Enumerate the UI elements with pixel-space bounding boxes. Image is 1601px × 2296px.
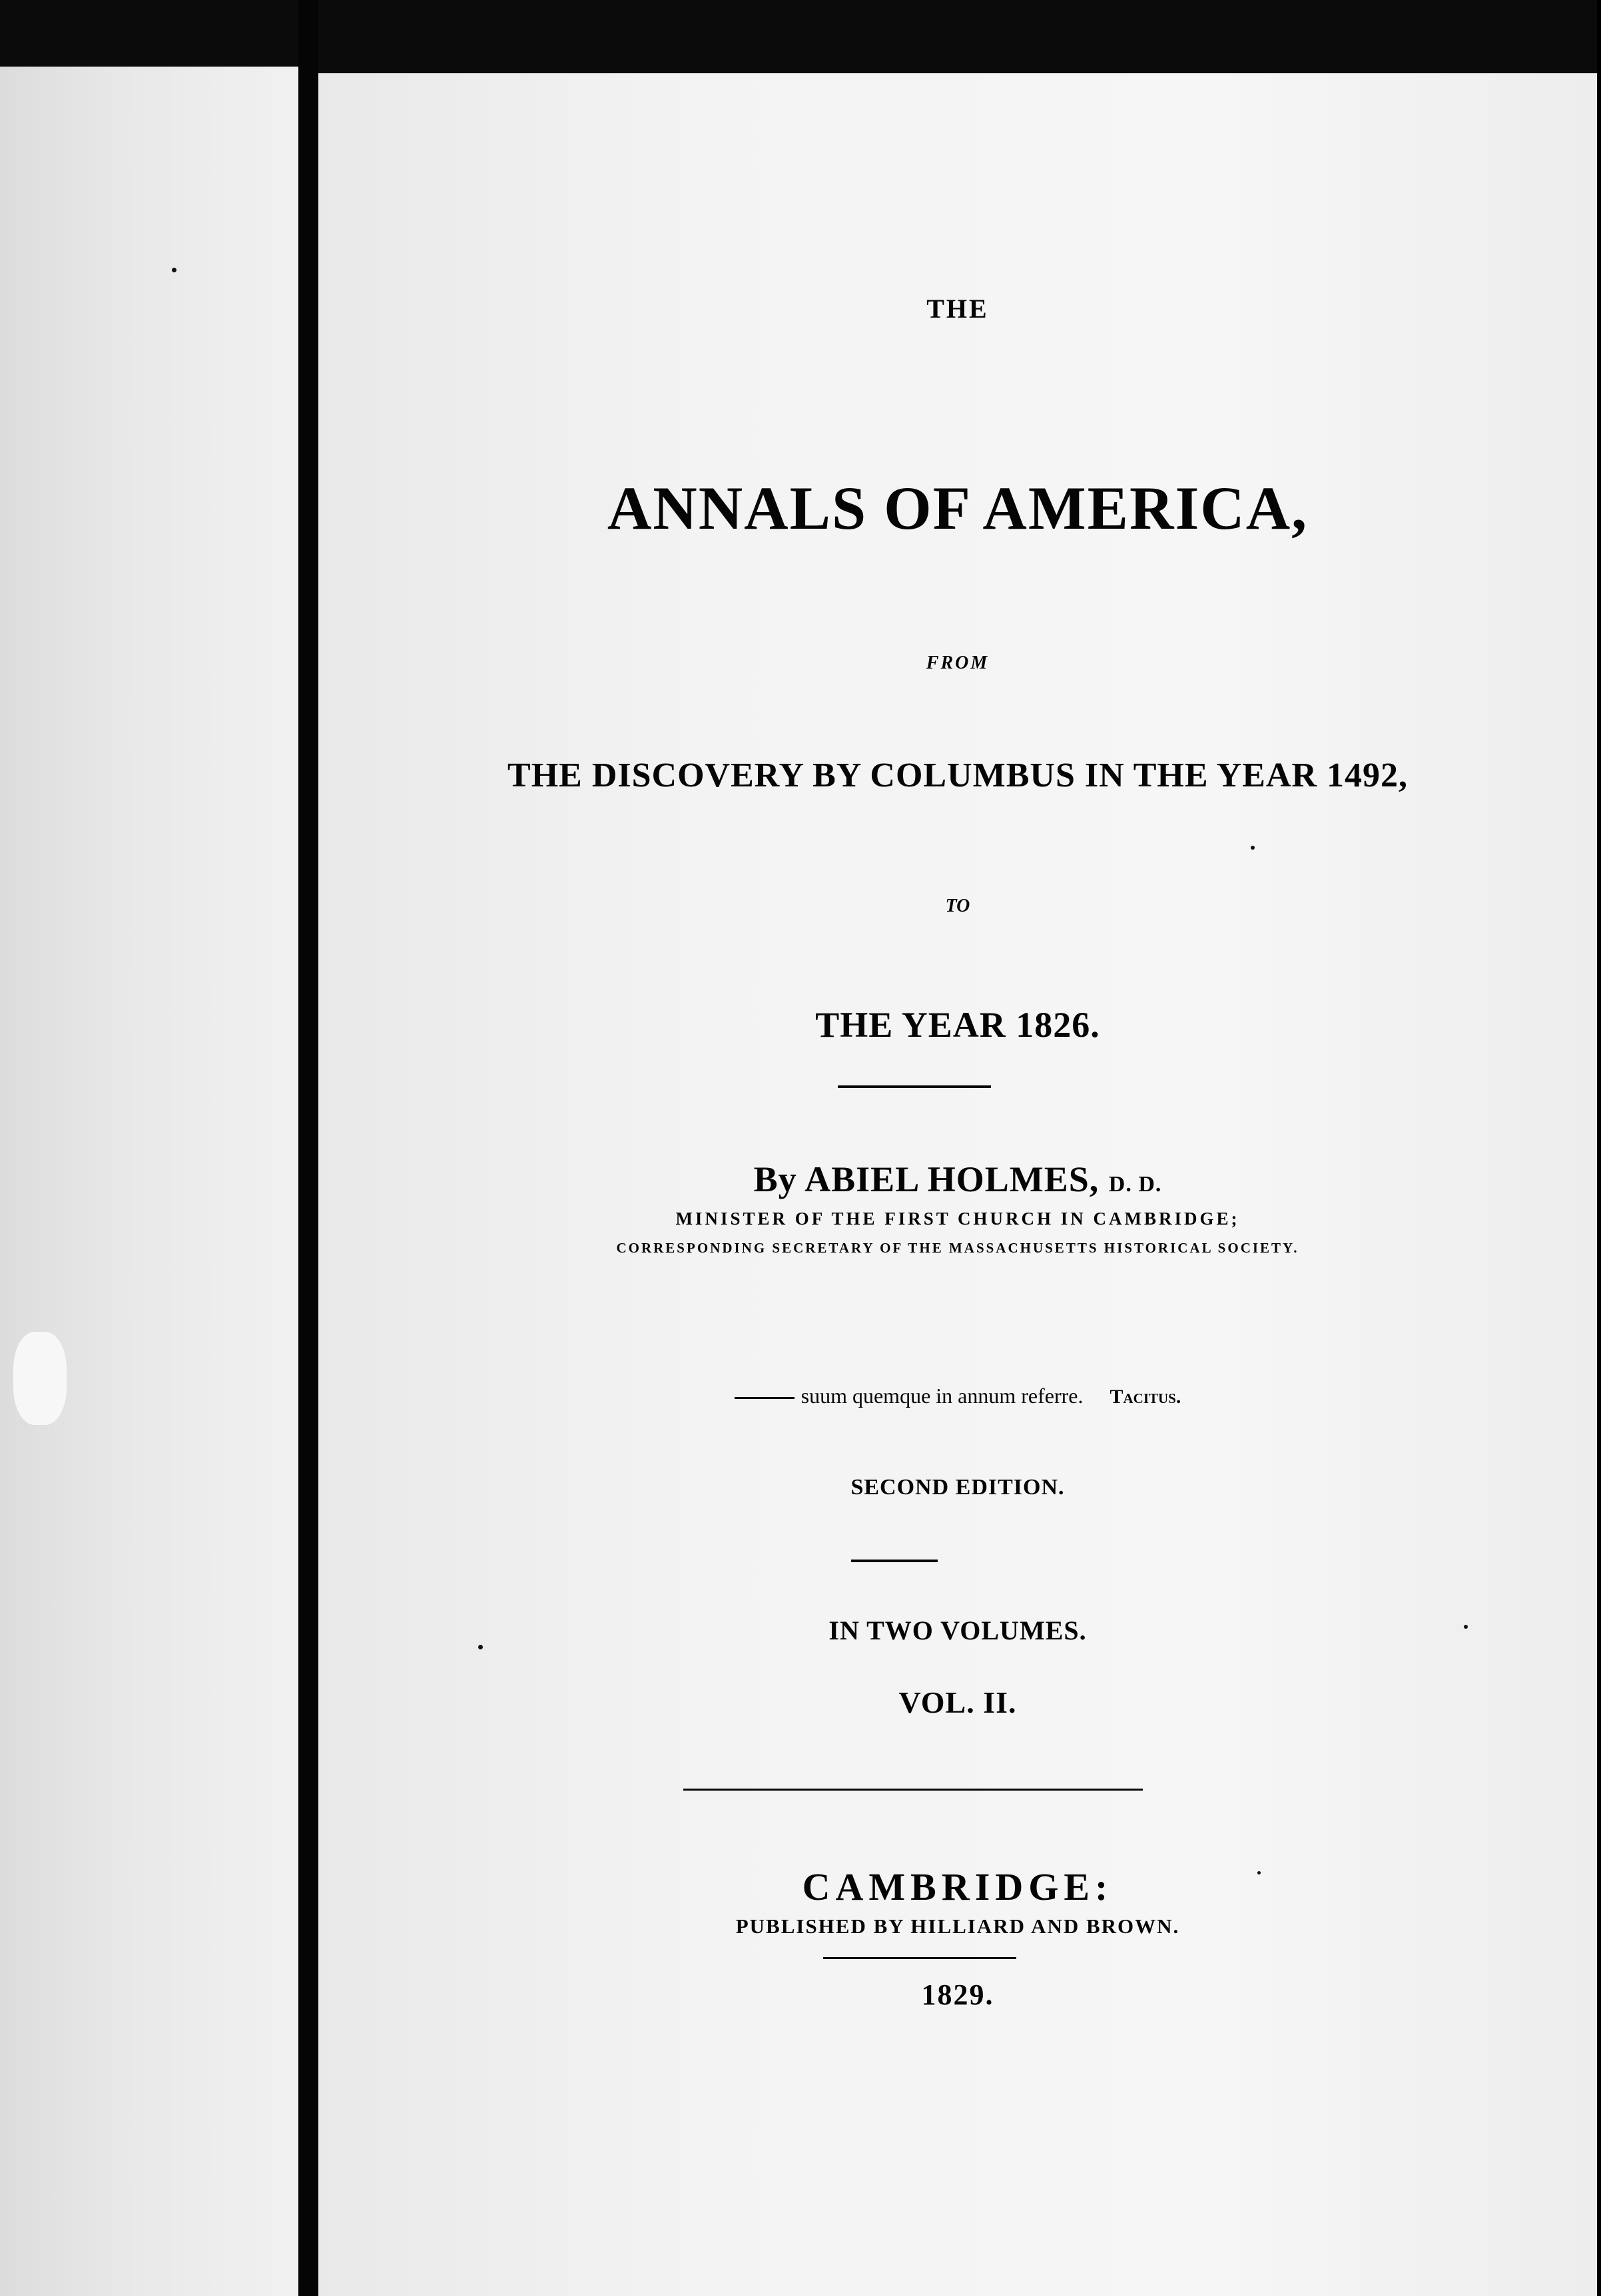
paper-speck [478, 1645, 483, 1649]
book-title: ANNALS OF AMERICA, [607, 474, 1309, 542]
paper-speck [1251, 846, 1255, 850]
book-gutter [298, 0, 318, 2296]
scan-right-border [1597, 0, 1601, 2296]
scan-top-border [0, 0, 1601, 67]
title-page [318, 73, 1597, 2296]
author-line [318, 1159, 1597, 1200]
paper-speck [1257, 1871, 1261, 1874]
divider-rule [851, 1560, 938, 1562]
author-name: ABIEL HOLMES, [804, 1159, 1100, 1199]
motto-line [318, 1384, 1597, 1408]
to-label: TO [945, 896, 970, 916]
imprint-publisher: PUBLISHED BY HILLIARD AND BROWN. [735, 1914, 1180, 1938]
paper-speck [1464, 1625, 1468, 1629]
motto-author: Tacitus. [1110, 1386, 1181, 1408]
author-by: By [753, 1159, 797, 1199]
title-article: THE [926, 294, 989, 324]
left-page-edge [0, 67, 298, 2296]
volume-number: VOL. II. [898, 1685, 1017, 1719]
discovery-line: THE DISCOVERY BY COLUMBUS IN THE YEAR 1492, [507, 756, 1408, 794]
author-title-minister: MINISTER OF THE FIRST CHURCH IN CAMBRIDGE; [675, 1209, 1240, 1229]
from-label: FROM [926, 653, 990, 673]
divider-rule [823, 1957, 1016, 1959]
divider-rule [838, 1085, 991, 1088]
edition-line: SECOND EDITION. [850, 1475, 1065, 1500]
motto-dash [735, 1397, 795, 1399]
imprint-year: 1829. [921, 1978, 994, 2011]
imprint-city: CAMBRIDGE: [802, 1865, 1114, 1908]
divider-rule [683, 1789, 1143, 1791]
paper-speck [172, 268, 176, 272]
end-year-line: THE YEAR 1826. [815, 1005, 1100, 1045]
motto-text: suum quemque in annum referre. [800, 1384, 1084, 1408]
volumes-line: IN TWO VOLUMES. [828, 1615, 1087, 1645]
author-degree: D. D. [1108, 1172, 1162, 1197]
paper-stain [13, 1332, 67, 1425]
author-title-secretary: CORRESPONDING SECRETARY OF THE MASSACHUSETTS HISTORICAL SOCIETY. [616, 1240, 1299, 1256]
